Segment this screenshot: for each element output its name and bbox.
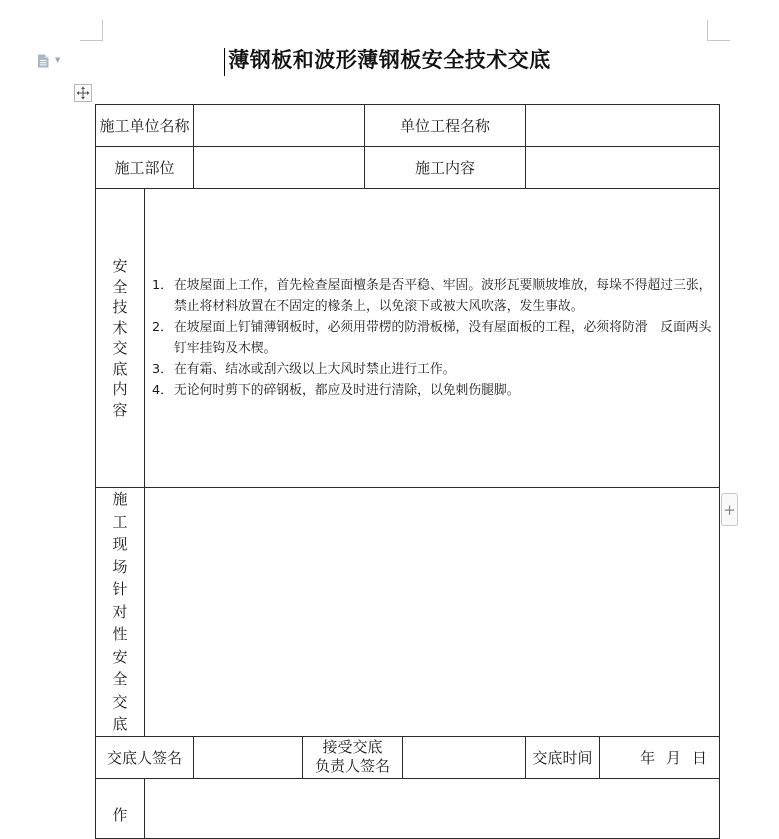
project-name-value[interactable] xyxy=(526,105,720,147)
table-row xyxy=(96,488,720,737)
receiver-signature-value[interactable] xyxy=(403,736,526,778)
site-safety-label xyxy=(96,488,145,737)
list-item: 3． 在有霜、结冰或刮六级以上大风时禁止进行工作。 xyxy=(152,362,456,377)
year-label: 年 xyxy=(640,748,656,767)
month-label: 月 xyxy=(666,748,682,767)
receiver-signature-label: 接受交底 负责人签名 xyxy=(303,736,403,778)
handover-signature-value[interactable] xyxy=(194,736,303,778)
list-item: 1． 在坡屋面上工作，首先检查屋面檀条是否平稳、牢固。波形瓦要顺坡堆放，每垛不得超过三张，禁止将材料放置在不固定的椽条上，以免滚下或被大风吹落，发生事故。 xyxy=(152,278,712,314)
construction-content-value[interactable] xyxy=(526,147,720,189)
construction-part-value[interactable] xyxy=(194,147,365,189)
safety-form-table xyxy=(95,104,720,839)
handover-time-label: 交底时间 xyxy=(526,736,600,778)
table-move-icon[interactable] xyxy=(74,84,92,102)
move-arrows-icon xyxy=(76,86,90,100)
last-row-label: 作 xyxy=(96,778,145,838)
table-row xyxy=(96,778,720,838)
add-row-button[interactable] xyxy=(721,493,738,526)
page-corner-top-right xyxy=(707,20,730,41)
list-item: 4． 无论何时剪下的碎钢板，都应及时进行清除，以免刺伤腿脚。 xyxy=(152,383,520,398)
document-title: 薄钢板和波形薄钢板安全技术交底 xyxy=(228,47,551,72)
plus-icon: + xyxy=(723,500,736,519)
safety-content-label-text: 安全技术交底内容 xyxy=(112,257,128,419)
day-label: 日 xyxy=(692,748,708,767)
handover-time-value[interactable] xyxy=(600,736,720,778)
table-row xyxy=(96,105,720,147)
construction-content-label: 施工内容 xyxy=(365,147,526,189)
site-safety-label-text: 施工现场针对性安全交底 xyxy=(112,490,128,733)
site-safety-cell[interactable] xyxy=(145,488,720,737)
last-row-cell[interactable] xyxy=(145,778,720,838)
table-row xyxy=(96,189,720,488)
handover-signature-label: 交底人签名 xyxy=(96,736,194,778)
text-cursor xyxy=(224,48,225,76)
chevron-down-icon[interactable]: ▼ xyxy=(55,56,61,64)
table-row xyxy=(96,736,720,778)
construction-part-label: 施工部位 xyxy=(96,147,194,189)
construction-unit-value[interactable] xyxy=(194,105,365,147)
project-name-label: 单位工程名称 xyxy=(365,105,526,147)
list-item: 2． 在坡屋面上钉铺薄钢板时，必须用带楞的防滑板梯，没有屋面板的工程，必须将防滑 反面两头钉牢挂钩及木楔。 xyxy=(152,320,712,356)
safety-content-label xyxy=(96,189,145,488)
construction-unit-label: 施工单位名称 xyxy=(96,105,194,147)
page-corner-top-left xyxy=(80,20,103,41)
safety-content-cell[interactable] xyxy=(145,189,720,488)
table-row xyxy=(96,147,720,189)
